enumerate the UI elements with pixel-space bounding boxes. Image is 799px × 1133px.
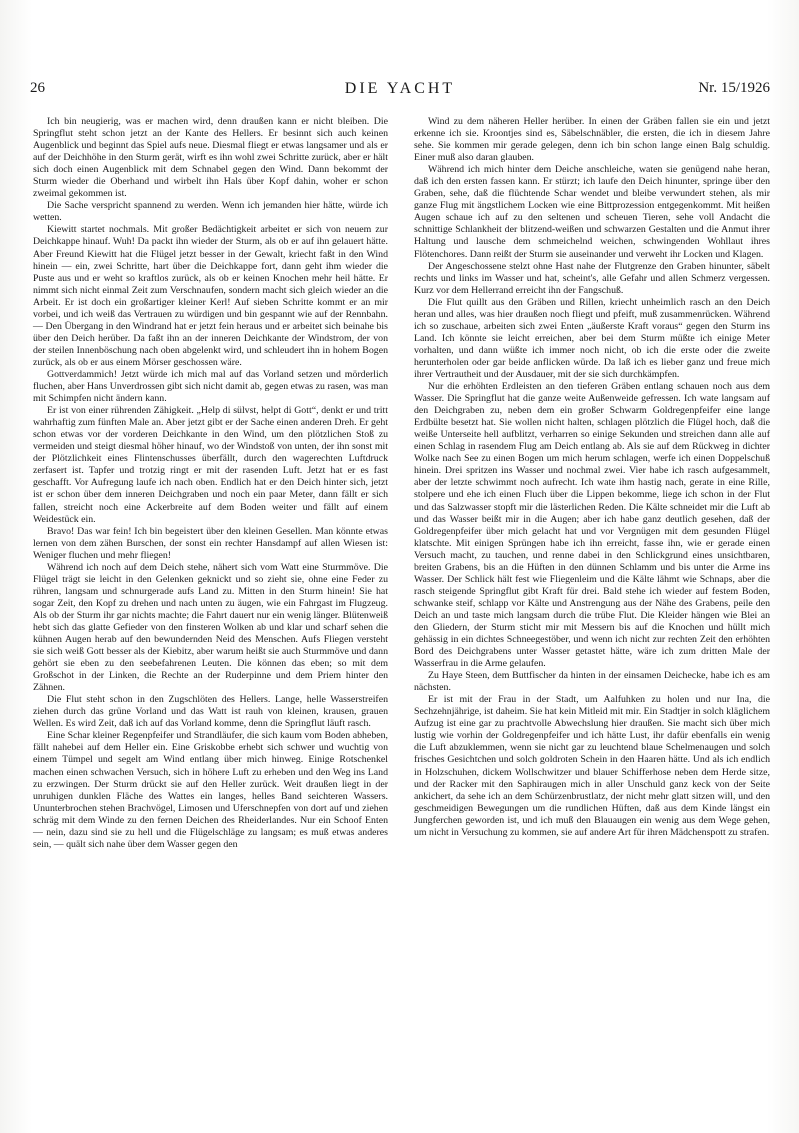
paragraph: Nur die erhöhten Erdleisten an den tieferen Gräben entlang schauen noch aus dem Wasser. Die Springflut hat die ganze weite Außenweide gefressen. Ich wate langsam auf den Deichgraben zu, neben dem ein großer Schwarm Goldregenpfeifer eine lange Erdbülte besetzt hat. Sie wollen nicht halten, schlagen plötzlich die Flügel hoch, daß die weiße Unterseite hell aufblitzt, verharren so einige Sekunden und streichen dann alle auf einen Schlag in rasendem Flug am Deich entlang ab. Als sie auf dem Rückweg in dichter Wolke nach See zu einen Bogen um mich herum schlagen, werfe ich einen Doppelschuß hinein. Drei spritzen ins Wasser und nochmal zwei. Vier habe ich rasch aufgesammelt, aber der letzte schwimmt noch aufrecht. Ich wate ihm hastig nach, gerate in eine Rille, stolpere und ehe ich einen Fluch über die Lippen bekomme, liege ich schon in der Flut und das Salzwasser stopft mir die lästerlichen Reden. Die Kälte schneidet mir die Luft ab und das Wasser beißt mir in die Augen; aber ich habe ganz deutlich gesehen, daß der Goldregenpfeifer über mich gelacht hat und vor Vergnügen mit dem gesunden Flügel klatschte. Mit einigen Sprüngen habe ich ihn erreicht, fasse ihn, wie er gerade einen Versuch macht, zu tauchen, und renne dabei in den Schlickgrund eines unsichtbaren, breiten Grabens, bis an die Hüften in den dünnen Schlamm und bis unter die Arme ins Wasser. Der Schlick hält fest wie Fliegenleim und die Kälte lähmt wie Schnaps, aber die rasch steigende Springflut gibt Kraft für drei. Bald stehe ich wieder auf festem Boden, schwanke steif, schlapp vor Kälte und Anstrengung aus der Nähe des Grabens, peile den Deich an und taste mich langsam durch die trübe Flut. Die Kleider hängen wie Blei an den Gliedern, der Sturm sticht mir mit Messern bis auf die Knochen und hüllt mich gehässig in ein dichtes Schneegestöber, und wenn ich nicht zur rechten Zeit den erhöhten Bord des Deichgrabens unter Wasser getastet hätte, wäre ich zum dritten Male der Wasserfrau in die Arme gelaufen. xyxy=(414,381,770,670)
left-column xyxy=(33,116,388,851)
paragraph: Während ich noch auf dem Deich stehe, nähert sich vom Watt eine Sturmmöve. Die Flügel trägt sie leicht in den Gelenken geknickt und so zieht sie, ohne eine Feder zu rühren, langsam und schnurgerade aufs Land zu. Mitten in den Sturm hinein! Sie hat sogar Zeit, den Kopf zu drehen und nach unten zu äugen, wie ein Fahrgast im Flugzeug. Als ob der Sturm ihr gar nichts machte; die Fahrt dauert nur ein wenig länger. Blütenweiß hebt sich das glatte Gefieder von den finsteren Wolken ab und klar und scharf sehen die kühnen Augen herab auf den bewundernden Neid des Menschen. Aufs Fliegen versteht sie sich weiß Gott besser als der Kiebitz, aber warum heißt sie auch Sturmmöve und dann gehört sie eben zu den seebefahrenen Leuten. Die können das eben; so mit dem Großschot in der Linken, die Rechte an der Ruderpinne und dem Priem hinter den Zähnen. xyxy=(33,561,388,694)
paragraph: Er ist von einer rührenden Zähigkeit. „Help di sülvst, helpt di Gott“, denkt er und tritt wahrhaftig zum fünften Male an. Aber jetzt gibt er der Sache einen anderen Dreh. Er geht schon etwas vor der vorderen Deichkante in den Wind, um den plötzlichen Stoß zu vermeiden und steigt diesmal höher hinauf, wo der Windstoß von unten, der ihn sonst mit der Plötzlichkeit eines Flintenschusses überfällt, durch den wagerechten Luftdruck zerfasert ist. Tapfer und trotzig ringt er mit der rasenden Luft. Jetzt hat er es fast geschafft. Vor Aufregung laufe ich nach oben. Endlich hat er den Deich hinter sich, jetzt ist er schon über dem inneren Deichgraben und noch ein paar Meter, dann fällt er sich fallen, streicht noch eine Ackerbreite auf dem Boden weiter und fällt auf einem Weidestück ein. xyxy=(33,405,388,525)
page-header xyxy=(30,80,770,102)
paragraph: Wind zu dem näheren Heller herüber. In einen der Gräben fallen sie ein und jetzt erkenne ich sie. Kroontjes sind es, Säbelschnäbler, die ersten, die ich in diesem Jahre sehe. Sie kommen mir gerade gelegen, denn ich bin schon lange einen Balg schuldig. Einer muß also daran glauben. xyxy=(414,116,770,164)
paragraph: Gottverdammich! Jetzt würde ich mich mal auf das Vorland setzen und mörderlich fluchen, aber Hans Unverdrossen gibt sich nicht damit ab, gegen etwas zu rasen, was man mit Schimpfen nicht ändern kann. xyxy=(33,368,388,405)
paragraph: Bravo! Das war fein! Ich bin begeistert über den kleinen Gesellen. Man könnte etwas lernen von dem zähen Burschen, der sonst ein rechter Hansdampf auf allen Wiesen ist: Weniger fluchen und mehr fliegen! xyxy=(33,525,388,561)
paragraph: Zu Haye Steen, dem Buttfischer da hinten in der einsamen Deichecke, habe ich es am nächsten. xyxy=(414,670,770,694)
paragraph: Während ich mich hinter dem Deiche anschleiche, waten sie genügend nahe heran, daß ich den ersten fassen kann. Er stürzt; ich laufe den Deich hinunter, springe über den Graben, sehe, daß die flüchtende Schar wendet und bleibe verwundert stehen, als mir ganze Flug mit ängstlichem Locken wie eine Bittprozession entgegenkommt. Mit heißen Augen schaue ich auf zu den seltenen und scheuen Tieren, sehe voll Andacht die schnittige Schlankheit der blitzend-weißen und schwarzen Gestalten und die Anmut ihrer Haltung und lausche dem schmeichelnd weichen, schwingenden Wohllaut ihres Flötenchores. Dann reißt der Sturm sie auseinander und verweht ihr Locken und Klagen. xyxy=(414,164,770,260)
magazine-title: DIE YACHT xyxy=(344,80,456,97)
paragraph: Die Flut quillt aus den Gräben und Rillen, kriecht unheimlich rasch an den Deich heran und alles, was hier draußen noch fliegt und pfeift, muß zusammenrücken. Während ich so zuschaue, arbeiten sich zwei Enten „äußerste Kraft voraus“ gegen den Sturm ins Land. Ich könnte sie leicht erreichen, aber bei dem Sturm müßte ich einige Meter vorhalten, und dann wüßte ich immer noch nicht, ob ich die erste oder die zweite herunterholen oder gar beide anflicken würde. Da laß ich es lieber ganz und freue mich ihrer Vertrautheit und der Ausdauer, mit der sie sich durchkämpfen. xyxy=(414,296,770,380)
page-number: 26 xyxy=(30,80,45,96)
right-column xyxy=(414,116,770,839)
paragraph: Die Sache verspricht spannend zu werden. Wenn ich jemanden hier hätte, würde ich wetten. xyxy=(33,200,388,224)
issue-number: Nr. 15/1926 xyxy=(698,80,770,96)
paragraph: Der Angeschossene stelzt ohne Hast nahe der Flutgrenze den Graben hinunter, säbelt rechts und links im Wasser und hat, scheint's, alle Gefahr und allen Schmerz vergessen. Kurz vor dem Hellerrand erreicht ihn der Fangschuß. xyxy=(414,260,770,296)
paragraph: Er ist mit der Frau in der Stadt, um Aalfuhken zu holen und nur Ina, die Sechzehnjährige, ist daheim. Sie hat kein Mitleid mit mir. Ein Stadtjer in solch kläglichem Aufzug ist eine gar zu prachtvolle Abwechslung hier draußen. Sie macht sich über mich lustig wie vorhin der Goldregenpfeifer und ich hätte Lust, ihr dafür ebenfalls ein wenig die Luft abzuklemmen, wenn sie nicht gar zu leuchtend blaue Schelmenaugen und solch frisches Gesichtchen und solch goldroten Schein in den Haaren hätte. Und als ich endlich in Holzschuhen, dickem Wollschwitzer und blauer Schifferhose neben dem Herde sitze, und der Racker mit den Saphiraugen mich in aller Unschuld ganz keck von der Seite ankichert, da sehe ich an dem Schürzenbrustlatz, der nicht mehr glatt sitzen will, und den geschmeidigen Bewegungen um die rundlichen Hüften, daß aus dem Kinde längst ein Jungferchen geworden ist, und ich muß den Blauaugen ein wenig aus dem Wege gehen, um nicht in Versuchung zu kommen, sie auf andere Art für ihren Mädchenspott zu strafen. xyxy=(414,694,770,838)
paragraph: Ich bin neugierig, was er machen wird, denn draußen kann er nicht bleiben. Die Springflut steht schon jetzt an der Kante des Hellers. Er besinnt sich auch keinen Augenblick und beginnt das Spiel aufs neue. Diesmal fliegt er etwas langsamer und als er auf der Deichhöhe in den Sturm gerät, wirft es ihn wohl zwei Schritte zurück, aber er hält sich doch einen Augenblick mit dem Schnabel gegen den Wind. Dann bekommt der Sturm wieder die Oberhand und wirbelt ihn Hals über Kopf dahin, woher er schon zweimal gekommen ist. xyxy=(33,116,388,200)
paragraph: Eine Schar kleiner Regenpfeifer und Strandläufer, die sich kaum vom Boden abheben, fällt nahebei auf dem Heller ein. Eine Griskobbe erhebt sich schwer und wuchtig von einem Tümpel und segelt am Wind entlang über mich hinweg. Einige Rotschenkel machen einen schwachen Versuch, sich in höhere Luft zu erheben und den Weg ins Land zu erzwingen. Der Sturm drückt sie auf den Heller zurück. Weit draußen liegt in der unruhigen dunklen Fläche des Wattes ein langes, helles Band seichteren Wassers. Ununterbrochen stehen Brachvögel, Limosen und Uferschnepfen von dort auf und ziehen schräg mit dem Winde zu den fernen Deichen des Rheiderlandes. Nur ein Schoof Enten — nein, dazu sind sie zu hell und die Flügelschläge zu langsam; es muß etwas anderes sein, — quält sich nahe über dem Wasser gegen den xyxy=(33,730,388,850)
paragraph: Die Flut steht schon in den Zugschlöten des Hellers. Lange, helle Wasserstreifen ziehen durch das grüne Vorland und das Watt ist rauh von kleinen, krausen, grauen Wellen. Es wird Zeit, daß ich auf das Vorland komme, denn die Springflut läuft rasch. xyxy=(33,694,388,730)
paragraph: Kiewitt startet nochmals. Mit großer Bedächtigkeit arbeitet er sich von neuem zur Deichkappe hinauf. Wuh! Da packt ihn wieder der Sturm, als ob er auf ihn gelauert hätte. Aber Freund Kiewitt hat die Flügel jetzt besser in der Gewalt, kriecht faßt in den Wind hinein — ein, zwei Schritte, hart über die Deichkappe fort, dann geht ihm wieder die Puste aus und er weht so kraftlos zurück, als ob er keinen Knochen mehr heil hätte. Er nimmt sich nicht einmal Zeit zum Verschnaufen, sondern macht sich gleich wieder an die Arbeit. Er ist doch ein großartiger kleiner Kerl! Auf sieben Schritte kommt er an mir vorbei, und ich weiß das Vertrauen zu würdigen und bin gespannt wie auf der Rennbahn. — Den Übergang in den Windrand hat er jetzt fein heraus und er arbeitet sich beinahe bis über den Deich herüber. Da faßt ihn an der inneren Deichkante der Windstrom, der von der steilen Innenböschung nach oben abgelenkt wird, und schleudert ihn in hohem Bogen zurück, als ob er aus einem Mörser geschossen wäre. xyxy=(33,224,388,368)
